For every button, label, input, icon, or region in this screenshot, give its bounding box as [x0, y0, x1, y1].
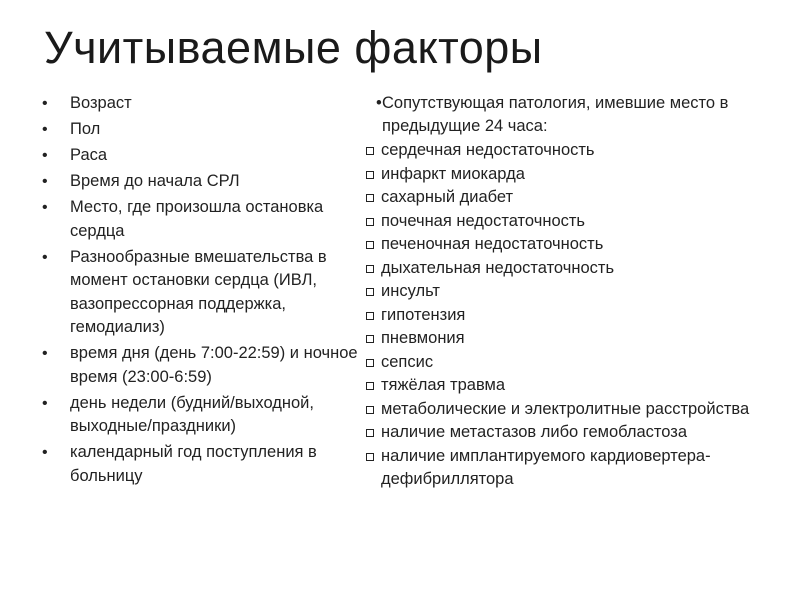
checkbox-icon	[366, 406, 374, 414]
bullet-icon: •	[42, 248, 48, 266]
bullet-icon: •	[376, 94, 382, 112]
checkbox-icon	[366, 147, 374, 155]
checklist-item	[362, 139, 762, 163]
list-item	[40, 392, 360, 439]
list-item-text: Пол	[70, 120, 101, 138]
bullet-icon: •	[42, 345, 48, 362]
list-item	[40, 441, 360, 488]
checklist-item-text: сепсис	[381, 352, 434, 371]
checklist-item	[362, 445, 762, 492]
bullet-icon: •	[42, 95, 48, 112]
list-item-text: Разнообразные вмешательства в момент остановки сердца (ИВЛ, вазопрессорная поддержка, гемодиализ)	[70, 247, 327, 336]
checklist-item-text: печеночная недостаточность	[381, 235, 604, 253]
checklist-item	[362, 421, 762, 445]
checkbox-icon	[366, 241, 374, 249]
comorbidity-section	[362, 92, 762, 492]
checkbox-icon	[366, 171, 374, 179]
bullet-icon: •	[42, 173, 48, 190]
checkbox-icon	[366, 335, 374, 343]
checkbox-icon	[366, 359, 374, 367]
checkbox-icon	[366, 218, 374, 226]
checkbox-icon	[366, 453, 374, 461]
checkbox-icon	[366, 288, 374, 296]
bullet-icon: •	[42, 147, 48, 164]
bullet-icon: •	[42, 199, 48, 216]
bullet-icon: •	[42, 394, 48, 412]
list-item-text: время дня (день 7:00-22:59) и ночное время (23:00-6:59)	[70, 344, 358, 386]
slide-title: Учитываемые факторы	[44, 22, 543, 73]
checklist-item	[362, 351, 762, 375]
checklist-item-text: сахарный диабет	[381, 188, 514, 206]
list-item	[40, 144, 360, 168]
checklist-item-text: сердечная недостаточность	[381, 141, 595, 159]
checklist-item	[362, 280, 762, 304]
checklist-item	[362, 186, 762, 210]
list-item	[40, 118, 360, 142]
list-item	[40, 196, 360, 243]
factors-list	[40, 92, 360, 491]
checklist-item-text: инфаркт миокарда	[381, 164, 525, 183]
checklist-item-text: пневмония	[381, 329, 465, 347]
checkbox-icon	[366, 312, 374, 320]
checklist-item-text: гипотензия	[381, 305, 466, 324]
checklist-item	[362, 327, 762, 351]
list-item-text: день недели (будний/выходной, выходные/праздники)	[70, 393, 314, 435]
checklist-item-text: тяжёлая травма	[381, 376, 506, 394]
comorbidity-list	[362, 139, 762, 492]
list-item-text: Возраст	[70, 94, 132, 112]
checklist-item-text: наличие метастазов либо гемобластоза	[381, 423, 688, 441]
comorbidity-heading	[362, 92, 762, 138]
list-item-text: Место, где произошла остановка сердца	[70, 198, 324, 240]
checkbox-icon	[366, 429, 374, 437]
list-item	[40, 170, 360, 194]
checklist-item	[362, 398, 762, 422]
checklist-item-text: дыхательная недостаточность	[381, 258, 615, 277]
checklist-item-text: почечная недостаточность	[381, 211, 586, 230]
checklist-item	[362, 163, 762, 187]
checklist-item-text: наличие имплантируемого кардиовертера-дефибриллятора	[381, 446, 711, 488]
bullet-icon: •	[42, 444, 48, 461]
checklist-item-text: метаболические и электролитные расстройства	[381, 399, 750, 418]
list-item	[40, 246, 360, 340]
comorbidity-heading-text: Сопутствующая патология, имевшие место в предыдущие 24 часа:	[382, 94, 729, 135]
list-item	[40, 342, 360, 389]
checklist-item-text: инсульт	[381, 282, 440, 300]
checklist-item	[362, 233, 762, 257]
bullet-icon: •	[42, 121, 48, 138]
checkbox-icon	[366, 265, 374, 273]
checkbox-icon	[366, 382, 374, 390]
list-item	[40, 92, 360, 116]
list-item-text: Раса	[70, 146, 108, 164]
list-item-text: Время до начала СРЛ	[70, 172, 240, 190]
checklist-item	[362, 257, 762, 281]
checklist-item	[362, 304, 762, 328]
checklist-item	[362, 210, 762, 234]
list-item-text: календарный год поступления в больницу	[70, 443, 317, 485]
checklist-item	[362, 374, 762, 398]
checkbox-icon	[366, 194, 374, 202]
